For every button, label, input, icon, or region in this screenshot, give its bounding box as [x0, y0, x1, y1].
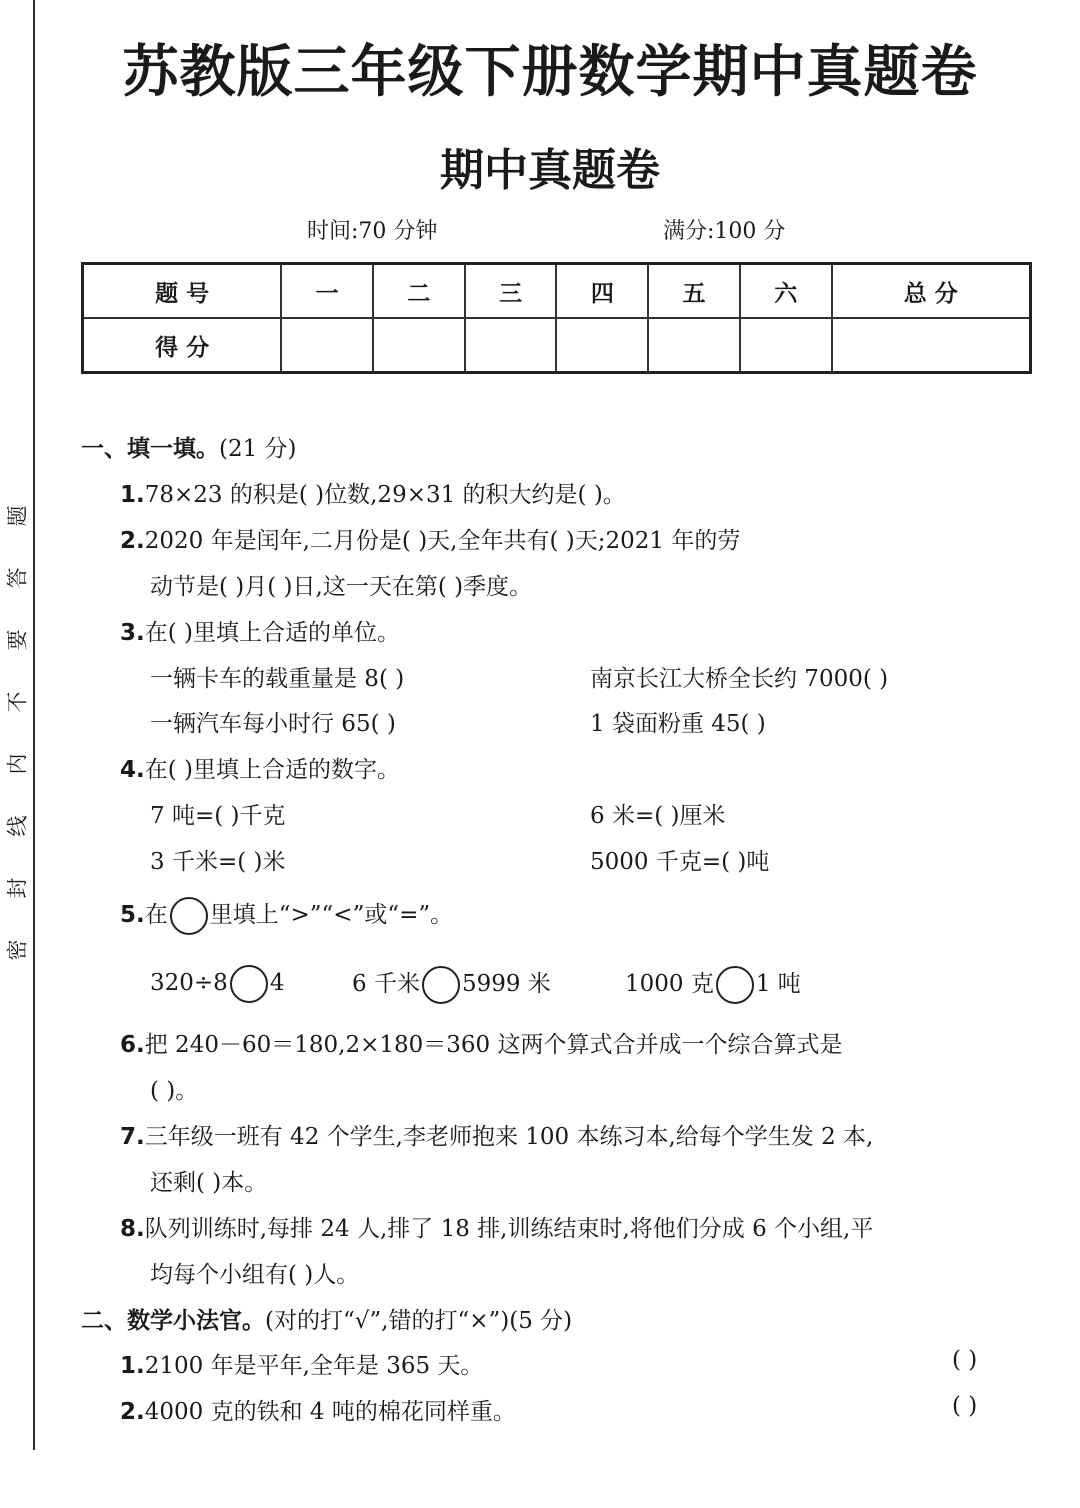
section-title: 二、数学小法官。	[81, 1308, 265, 1334]
question-4	[120, 751, 400, 784]
q5-item-c	[625, 965, 801, 1004]
question-6	[120, 1026, 842, 1059]
question-number: 1.	[120, 482, 145, 508]
header-cell: 三	[465, 264, 557, 319]
compare-circle[interactable]	[716, 966, 754, 1004]
compare-circle[interactable]	[422, 966, 460, 1004]
section-title: 一、填一填。	[81, 436, 219, 462]
compare-left: 320÷8	[150, 970, 228, 996]
margin-char: 不	[5, 691, 29, 713]
margin-char: 要	[5, 629, 29, 651]
q4-item-b: 6 米=( )厘米	[590, 803, 726, 829]
score-table	[81, 262, 1032, 374]
question-number: 4.	[120, 757, 145, 783]
compare-left: 6 千米	[352, 971, 420, 997]
question-number: 2.	[120, 1399, 145, 1425]
question-text: 在( )里填上合适的单位。	[144, 620, 401, 646]
full-score: 满分:100 分	[663, 219, 786, 244]
header-cell: 一	[281, 264, 373, 319]
header-cell: 题 号	[83, 264, 282, 319]
score-cell[interactable]	[556, 318, 648, 373]
q3-item-b: 南京长江大桥全长约 7000( )	[590, 666, 889, 692]
page-subtitle: 期中真题卷	[440, 145, 660, 196]
question-text: 三年级一班有 42 个学生,李老师抱来 100 本练习本,给每个学生发 2 本,	[144, 1124, 874, 1150]
question-number: 2.	[120, 528, 145, 554]
answer-parenthesis[interactable]: ( )	[952, 1393, 978, 1419]
question-7-continued: 还剩( )本。	[150, 1170, 268, 1196]
q3-item-c: 一辆汽车每小时行 65( )	[150, 711, 396, 737]
question-8	[120, 1210, 873, 1243]
question-text: 队列训练时,每排 24 人,排了 18 排,训练结束时,将他们分成 6 个小组,平	[144, 1216, 874, 1242]
blank-circle-icon	[170, 897, 208, 935]
binding-line	[33, 0, 35, 1450]
question-text: 在	[144, 902, 168, 928]
question-3	[120, 614, 400, 647]
question-text: 里填上“>”“<”或“=”。	[209, 902, 454, 928]
header-cell: 四	[556, 264, 648, 319]
compare-circle[interactable]	[230, 965, 268, 1003]
question-number: 6.	[120, 1032, 145, 1058]
section-1-heading	[81, 430, 297, 463]
question-6-continued: ( )。	[150, 1078, 199, 1104]
question-5	[120, 896, 453, 935]
header-cell: 总 分	[832, 264, 1031, 319]
margin-char: 密	[5, 939, 29, 961]
compare-right: 4	[269, 970, 285, 996]
question-text: 在( )里填上合适的数字。	[144, 757, 401, 783]
question-text: 2100 年是平年,全年是 365 天。	[144, 1353, 484, 1379]
section-points: (对的打“√”,错的打“×”)(5 分)	[265, 1308, 573, 1334]
margin-char: 封	[5, 877, 29, 899]
compare-right: 5999 米	[461, 971, 551, 997]
score-table-header	[83, 264, 1031, 319]
section-points: (21 分)	[219, 436, 297, 462]
section-2-heading	[81, 1302, 572, 1335]
margin-char: 内	[5, 753, 29, 775]
score-table-row	[83, 318, 1031, 373]
question-text: 4000 克的铁和 4 吨的棉花同样重。	[144, 1399, 516, 1425]
question-2-continued: 动节是( )月( )日,这一天在第( )季度。	[150, 574, 533, 600]
score-cell[interactable]	[465, 318, 557, 373]
score-cell[interactable]	[281, 318, 373, 373]
question-1	[120, 476, 626, 509]
header-cell: 五	[648, 264, 740, 319]
question-text: 把 240－60＝180,2×180＝360 这两个算式合并成一个综合算式是	[144, 1032, 843, 1058]
margin-char: 题	[5, 505, 29, 527]
q4-item-d: 5000 千克=( )吨	[590, 849, 770, 875]
compare-right: 1 吨	[755, 971, 801, 997]
question-number: 8.	[120, 1216, 145, 1242]
question-8-continued: 均每个小组有( )人。	[150, 1262, 360, 1288]
question-2	[120, 522, 740, 555]
answer-parenthesis[interactable]: ( )	[952, 1347, 978, 1373]
q3-item-a: 一辆卡车的载重量是 8( )	[150, 666, 405, 692]
score-cell[interactable]	[832, 318, 1031, 373]
header-cell: 二	[373, 264, 465, 319]
question-number: 5.	[120, 902, 145, 928]
q5-item-a	[150, 965, 284, 1003]
question-number: 1.	[120, 1353, 145, 1379]
question-7	[120, 1118, 873, 1151]
q4-item-c: 3 千米=( )米	[150, 849, 286, 875]
seal-line-notice	[2, 490, 32, 976]
row-label: 得 分	[83, 318, 282, 373]
q3-item-d: 1 袋面粉重 45( )	[590, 711, 766, 737]
question-number: 7.	[120, 1124, 145, 1150]
compare-left: 1000 克	[625, 971, 714, 997]
page-title: 苏教版三年级下册数学期中真题卷	[122, 40, 978, 105]
judge-question-1	[120, 1347, 483, 1380]
question-text: 78×23 的积是( )位数,29×31 的积大约是( )。	[144, 482, 626, 508]
score-cell[interactable]	[740, 318, 832, 373]
margin-char: 答	[5, 567, 29, 589]
q5-item-b	[352, 965, 551, 1004]
question-number: 3.	[120, 620, 145, 646]
score-cell[interactable]	[648, 318, 740, 373]
score-cell[interactable]	[373, 318, 465, 373]
margin-char: 线	[5, 815, 29, 837]
judge-question-2	[120, 1393, 516, 1426]
header-cell: 六	[740, 264, 832, 319]
question-text: 2020 年是闰年,二月份是( )天,全年共有( )天;2021 年的劳	[144, 528, 741, 554]
q4-item-a: 7 吨=( )千克	[150, 803, 286, 829]
exam-time: 时间:70 分钟	[307, 219, 438, 244]
